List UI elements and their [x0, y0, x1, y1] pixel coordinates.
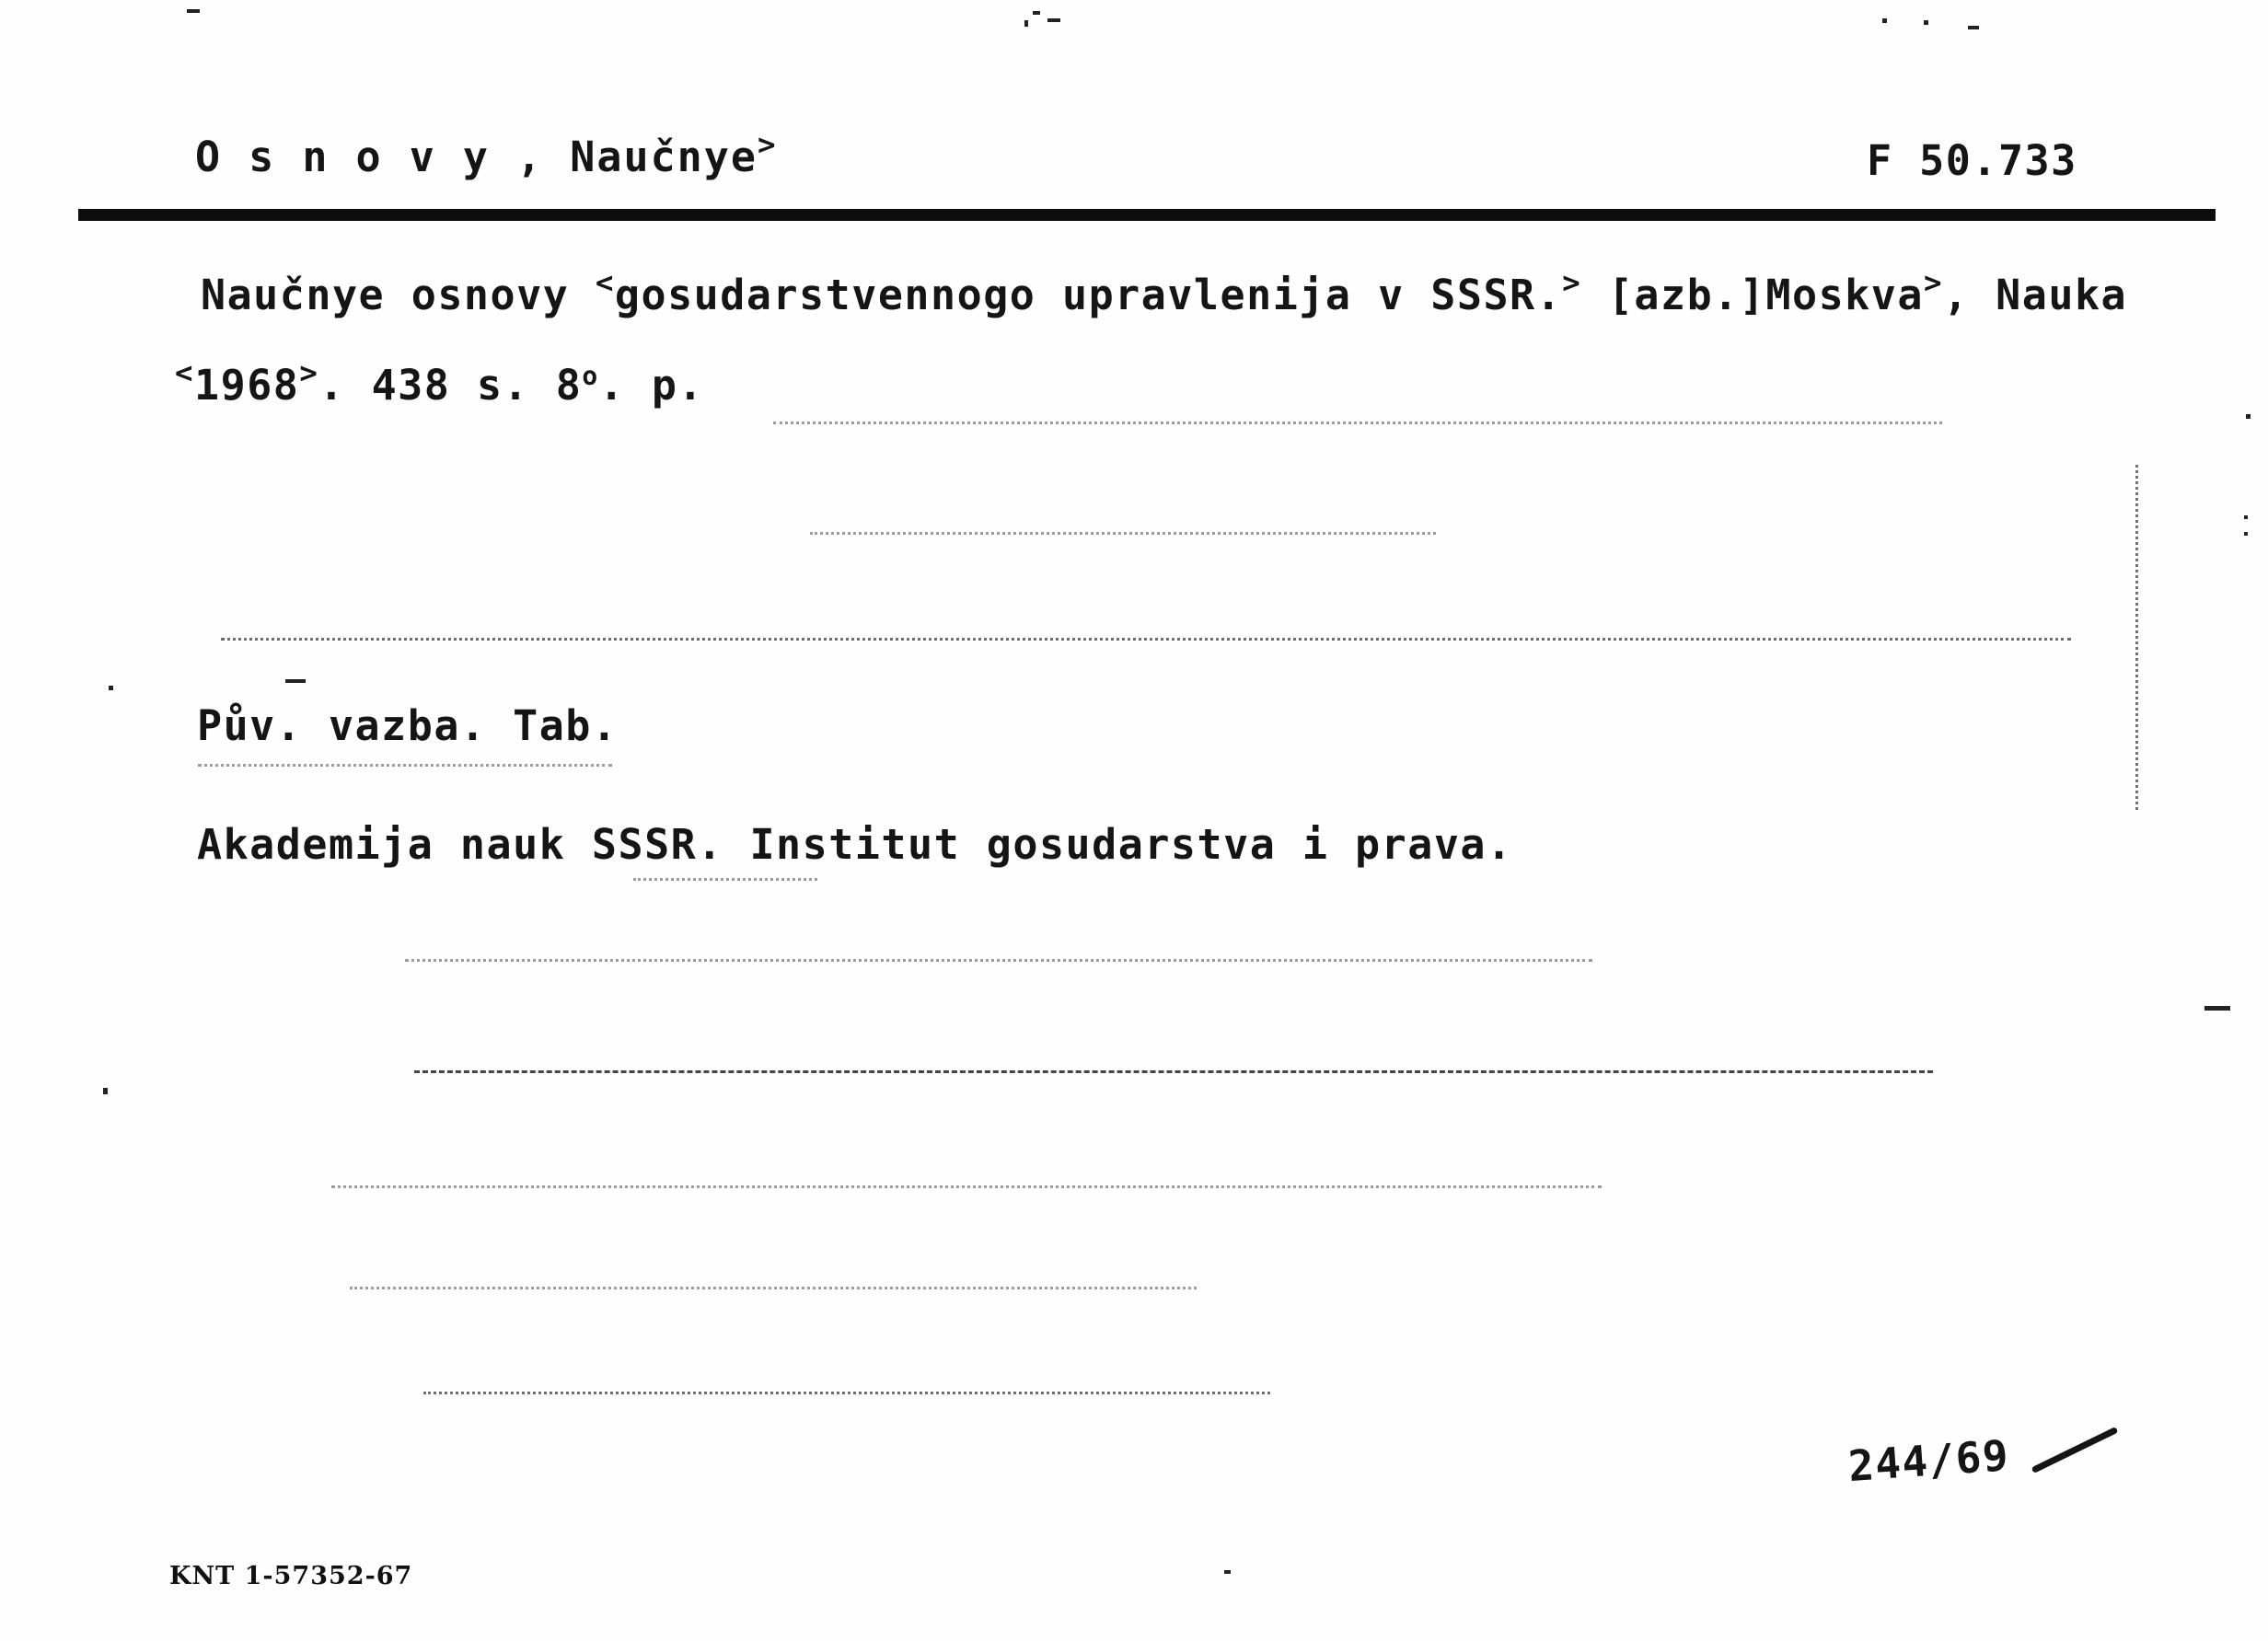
angle-mark-close: >	[299, 355, 319, 391]
accession-pen-stroke	[2031, 1427, 2119, 1473]
speck	[2204, 1006, 2230, 1011]
speck	[1924, 20, 1928, 25]
scan-artifact-line	[633, 878, 817, 881]
speck	[1882, 18, 1887, 23]
scan-artifact-line	[221, 638, 2071, 641]
scan-artifact-line	[350, 1287, 1197, 1289]
heading-entry	[195, 127, 778, 181]
title-seg: Naučnye osnovy	[201, 271, 596, 319]
scan-artifact-line	[331, 1185, 1602, 1188]
accession-number: 244/69	[1846, 1429, 2011, 1492]
angle-mark-close: >	[1923, 265, 1943, 301]
speck	[1047, 18, 1060, 22]
speck	[1033, 11, 1040, 15]
speck	[2244, 515, 2248, 519]
angle-mark-close: >	[1562, 265, 1582, 301]
heading-text: O s n o v y , Naučnye	[195, 133, 758, 181]
title-line-2	[175, 355, 705, 410]
title-seg: [azb.]	[1581, 271, 1766, 319]
pagination-tail: . p.	[598, 361, 705, 410]
scan-artifact-vertical-dots	[2135, 465, 2138, 810]
header-rule	[78, 209, 2216, 221]
scan-artifact-line	[405, 959, 1592, 962]
scan-artifact-line	[423, 1392, 1270, 1394]
print-code: KNT 1-57352-67	[169, 1562, 413, 1590]
title-seg: gosudarstvennogo upravlenija v SSSR.	[614, 271, 1563, 319]
title-seg: Moskva	[1765, 271, 1924, 319]
speck	[2244, 532, 2248, 536]
speck	[187, 9, 200, 13]
speck	[1224, 1570, 1231, 1574]
speck	[2246, 414, 2251, 419]
format-superscript: o	[582, 360, 599, 391]
speck	[1024, 20, 1028, 27]
speck	[103, 1088, 108, 1094]
scan-artifact-line	[198, 764, 612, 767]
scan-artifact-line	[773, 422, 1942, 424]
scan-artifact-line	[810, 532, 1436, 535]
heading-angle-mark: >	[757, 127, 778, 163]
angle-mark-open: <	[595, 265, 615, 301]
binding-note: Pův. vazba. Tab.	[197, 701, 619, 750]
speck	[109, 686, 113, 690]
scan-artifact-line	[414, 1070, 1933, 1073]
title-line-1	[201, 265, 2128, 319]
corporate-author: Akademija nauk SSSR. Institut gosudarstva i prava.	[197, 820, 1513, 869]
pagination-text: . 438 s. 8	[318, 361, 583, 410]
call-number: F 50.733	[1867, 136, 2077, 185]
title-seg: , Nauka	[1942, 271, 2128, 319]
year-text: 1968	[194, 361, 300, 410]
speck	[1968, 26, 1979, 29]
speck	[285, 679, 306, 683]
angle-mark-open: <	[175, 355, 195, 391]
